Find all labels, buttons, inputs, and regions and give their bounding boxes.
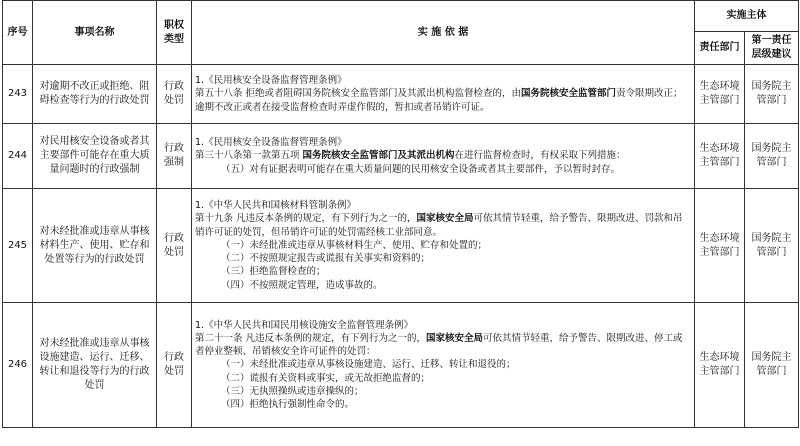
article-text: 第二十一条 凡违反本条例的规定，有下列行为之一的，国家核安全局可依其情节轻重，给予警告、限期改进、停工或者停业整顿、吊销核安全许可证件的处罚： xyxy=(195,332,683,358)
authority-table xyxy=(2,0,799,428)
law-title: 1.《民用核安全设备监督管理条例》 xyxy=(195,75,347,87)
authority-name: 国务院核安全监管部门 xyxy=(521,88,617,100)
header-power-type: 职权类型 xyxy=(157,1,192,65)
power-type: 行政处罚 xyxy=(157,65,192,124)
row-number: 245 xyxy=(3,189,33,303)
law-title: 1.《民用核安全设备监督管理条例》 xyxy=(195,137,347,149)
clause-item: （五）对有证据表明可能存在重大质量问题的民用核安全设备或者其主要部件，予以暂时封存。 xyxy=(221,163,621,175)
header-seq: 序号 xyxy=(3,1,33,65)
basis-cell xyxy=(192,189,695,303)
header-responsible-dept: 责任部门 xyxy=(695,32,745,65)
authority-name: 国务院核安全监管部门及其派出机构 xyxy=(302,150,455,162)
item-name: 对民用核安全设备或者其主要部件可能存在重大质量问题时的行政强制 xyxy=(33,124,157,189)
clause-item: （一）未经批准或违章从事核材料生产、使用、贮存和处置的； xyxy=(221,239,488,251)
authority-name: 国家核安全局 xyxy=(426,332,484,344)
header-item-name: 事项名称 xyxy=(33,1,157,65)
table-row xyxy=(3,65,799,124)
header-subject: 实施主体 xyxy=(695,1,799,32)
basis-cell xyxy=(192,303,695,428)
clause-item: （一）未经批准或违章从事核设施建造、运行、迁移、转让和退役的； xyxy=(221,359,516,371)
clause-item: （三）拒绝监督检查的； xyxy=(221,266,326,278)
item-name: 对未经批准或违章从事核设施建造、运行、迁移、转让和退役等行为的行政处罚 xyxy=(33,303,157,428)
clause-item: （二）不按照规定报告或谎报有关事实和资料的； xyxy=(221,253,431,265)
item-name: 对未经批准或违章从事核材料生产、使用、贮存和处置等行为的行政处罚 xyxy=(33,189,157,303)
row-number: 243 xyxy=(3,65,33,124)
authority-name: 国家核安全局 xyxy=(416,213,474,225)
first-level: 国务院主管部门 xyxy=(745,124,799,189)
table-row xyxy=(3,124,799,189)
clause-item: （二）谎报有关资料或事实，或无故拒绝监督的； xyxy=(221,372,431,384)
item-name: 对逾期不改正或拒绝、阻碍检查等行为的行政处罚 xyxy=(33,65,157,124)
article-text: 第三十八条第一款第五项 国务院核安全监管部门及其派出机构在进行监督检查时，有权采取下列措施： xyxy=(195,150,626,162)
first-level: 国务院主管部门 xyxy=(745,65,799,124)
clause-item: （三）无执照操纵或违章操纵的； xyxy=(221,385,364,397)
article-text: 第五十八条 拒绝或者阻碍国务院核安全监管部门及其派出机构监督检查的，由国务院核安全监管部门责令限期改正；逾期不改正或者在接受监督检查时弄虚作假的，暂扣或者吊销许可证。 xyxy=(195,88,683,113)
basis-cell xyxy=(192,65,695,124)
responsible-dept: 生态环境主管部门 xyxy=(695,65,745,124)
responsible-dept: 生态环境主管部门 xyxy=(695,124,745,189)
power-type: 行政强制 xyxy=(157,124,192,189)
header-basis: 实 施 依 据 xyxy=(192,1,695,65)
responsible-dept: 生态环境主管部门 xyxy=(695,303,745,428)
row-number: 244 xyxy=(3,124,33,189)
first-level: 国务院主管部门 xyxy=(745,303,799,428)
law-title: 1.《中华人民共和国核材料管制条例》 xyxy=(195,200,357,212)
power-type: 行政处罚 xyxy=(157,189,192,303)
basis-cell xyxy=(192,124,695,189)
table-row xyxy=(3,303,799,428)
header-first-level: 第一责任层级建议 xyxy=(745,32,799,65)
power-type: 行政处罚 xyxy=(157,303,192,428)
law-title: 1.《中华人民共和国民用核设施安全监督管理条例》 xyxy=(195,319,414,331)
first-level: 国务院主管部门 xyxy=(745,189,799,303)
article-text: 第十九条 凡违反本条例的规定，有下列行为之一的，国家核安全局可依其情节轻重，给予警告、限期改进、罚款和吊销许可证的处罚，但吊销许可证的处罚需经核工业部同意。 xyxy=(195,213,683,238)
table-row xyxy=(3,189,799,303)
row-number: 246 xyxy=(3,303,33,428)
clause-item: （四）拒绝执行强制性命令的。 xyxy=(221,399,355,410)
clause-item: （四）不按照规定管理，造成事故的。 xyxy=(221,279,383,291)
responsible-dept: 生态环境主管部门 xyxy=(695,189,745,303)
